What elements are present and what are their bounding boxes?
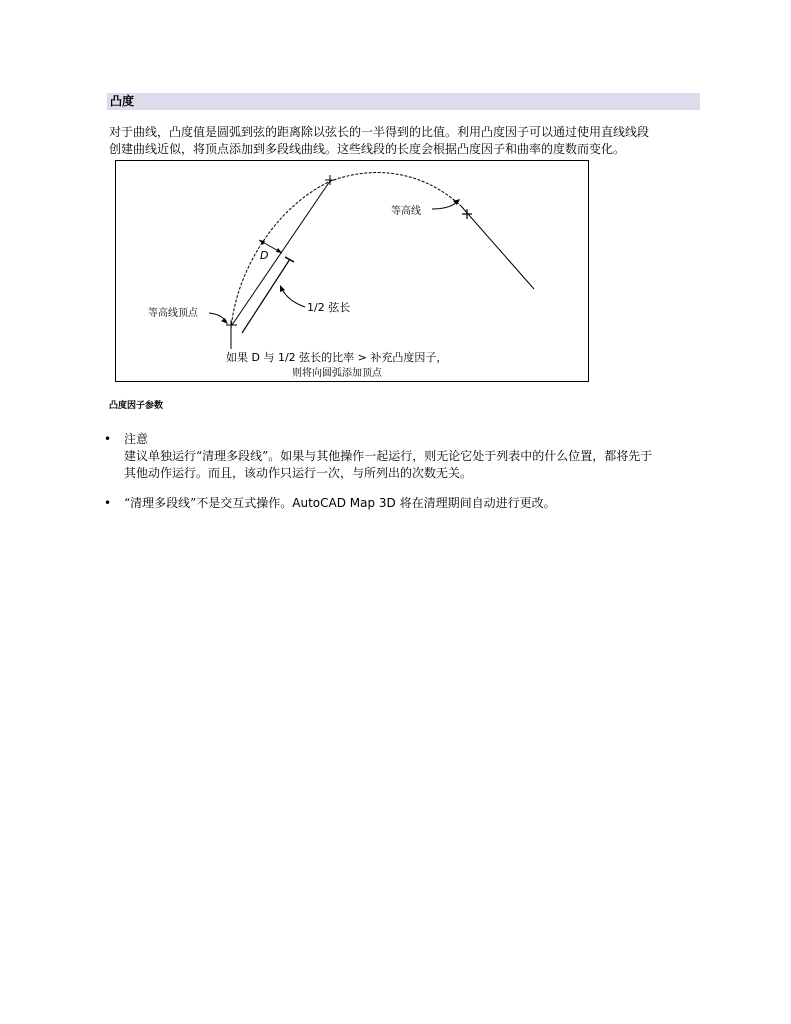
note-line-2: 其他动作运行。而且，该动作只运行一次，与所列出的次数无关。 — [124, 466, 473, 480]
note-2-prefix: “清理多段线”不是交互式操作。 — [124, 496, 293, 510]
contour-line — [461, 206, 534, 289]
half-chord-dimension — [242, 259, 290, 333]
d-arrow-head-2 — [276, 248, 282, 253]
note-line-1: 建议单独运行“清理多段线”。如果与其他操作一起运行，则无论它处于列表中的什么位置，都将先于 — [124, 449, 653, 463]
product-name: AutoCAD Map 3D — [292, 496, 396, 510]
condition-line-2: 则将向圆弧添加顶点 — [292, 368, 382, 379]
figure-caption: 凸度因子参数 — [109, 401, 164, 411]
bulge-diagram — [115, 160, 589, 382]
note-title: 注意 — [124, 432, 149, 446]
section-title: 凸度 — [110, 94, 135, 108]
d-label: D — [260, 249, 269, 262]
contour-leader — [432, 202, 457, 209]
note-item-2 — [124, 495, 556, 512]
bullet-marker-1: • — [104, 432, 112, 446]
note-item-1 — [124, 431, 652, 482]
half-chord-label: 1/2 弦长 — [307, 301, 351, 314]
section-heading-bar — [107, 93, 700, 110]
half-chord-tick-end — [285, 257, 294, 262]
vertex-leader-arrow — [221, 318, 228, 324]
half-chord-leader — [282, 289, 305, 307]
note-2-suffix: 将在清理期间自动进行更改。 — [395, 496, 556, 510]
vertex-marker-bottom — [226, 320, 237, 331]
half-chord-leader-arrow — [280, 285, 285, 292]
intro-paragraph — [109, 124, 704, 158]
bulge-diagram-svg — [116, 161, 590, 383]
paragraph-line-2: 创建曲线近似，将顶点添加到多段线曲线。这些线段的长度会根据凸度因子和曲率的度数而变化。 — [109, 142, 626, 156]
condition-line-1: 如果 D 与 1/2 弦长的比率 > 补充凸度因子， — [226, 351, 448, 364]
bullet-marker-2: • — [104, 496, 112, 510]
contour-label: 等高线 — [391, 206, 421, 217]
vertex-label: 等高线顶点 — [148, 308, 198, 319]
paragraph-line-1: 对于曲线，凸度值是圆弧到弦的距离除以弦长的一半得到的比值。利用凸度因子可以通过使用直线线段 — [109, 125, 650, 139]
